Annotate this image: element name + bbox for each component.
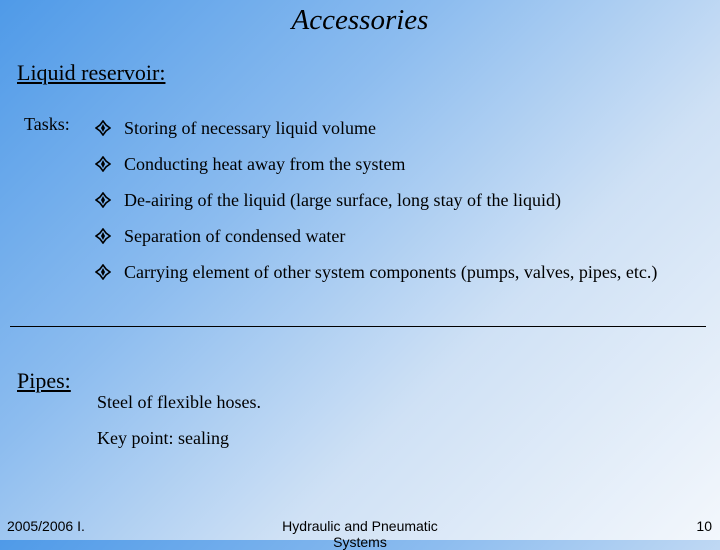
diamond-bullet-icon xyxy=(92,225,114,247)
pipes-key-point: Key point: sealing xyxy=(97,428,229,448)
list-item xyxy=(92,225,692,247)
list-item-text: Separation of condensed water xyxy=(124,226,346,246)
slide-title: Accessories xyxy=(291,4,429,36)
diamond-bullet-icon xyxy=(92,189,114,211)
diamond-bullet-icon xyxy=(92,153,114,175)
footer-date: 2005/2006 I. xyxy=(7,518,85,534)
pipes-heading: Pipes: xyxy=(17,368,71,393)
list-item xyxy=(92,189,692,211)
list-item-text: Storing of necessary liquid volume xyxy=(124,118,376,138)
list-item xyxy=(92,261,692,283)
pipes-text: Steel of flexible hoses. xyxy=(97,392,261,412)
slide-number: 10 xyxy=(696,518,712,534)
diamond-bullet-icon xyxy=(92,261,114,283)
tasks-label: Tasks: xyxy=(24,114,70,134)
diamond-bullet-icon xyxy=(92,117,114,139)
tasks-list xyxy=(92,117,692,297)
list-item-text: Conducting heat away from the system xyxy=(124,154,406,174)
list-item xyxy=(92,117,692,139)
section-divider xyxy=(10,326,706,327)
footer-course-title: Hydraulic and Pneumatic Systems xyxy=(282,518,438,550)
list-item-text: De-airing of the liquid (large surface, long stay of the liquid) xyxy=(124,190,562,210)
list-item xyxy=(92,153,692,175)
liquid-reservoir-heading: Liquid reservoir: xyxy=(17,60,166,85)
list-item-text: Carrying element of other system components (pumps, valves, pipes, etc.) xyxy=(124,262,658,282)
